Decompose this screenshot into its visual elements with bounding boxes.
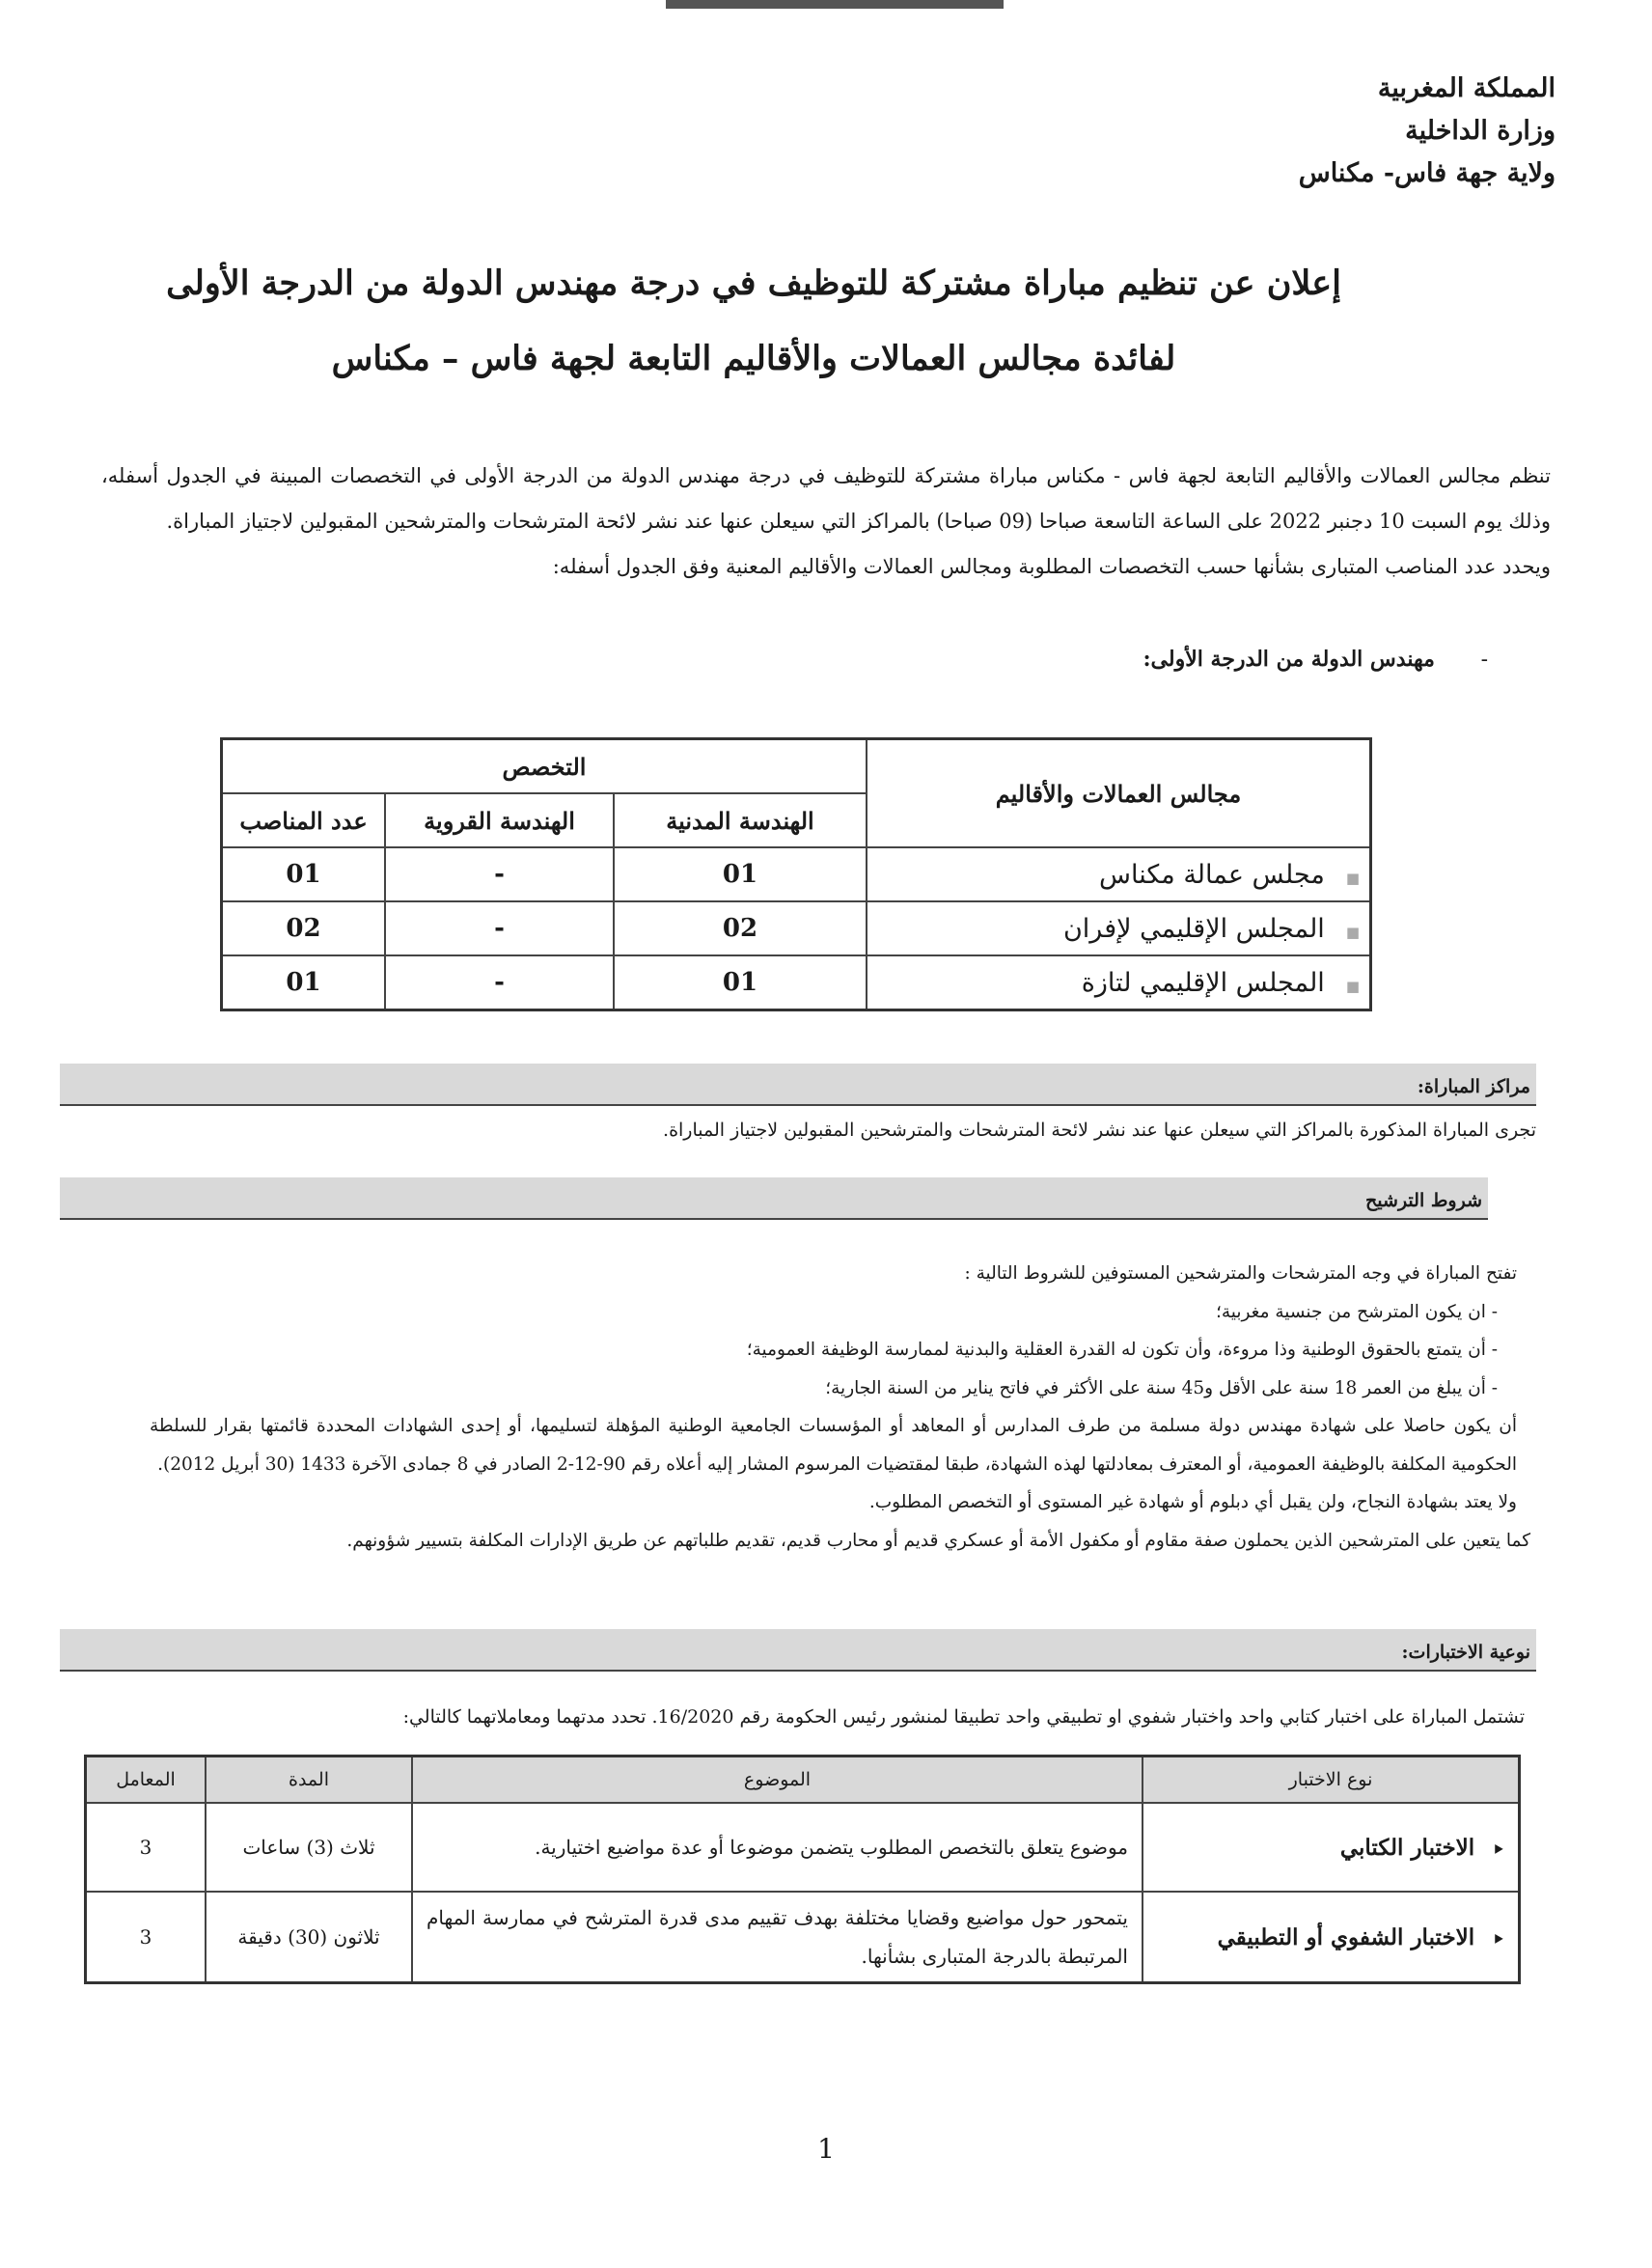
header-duration: المدة [206, 1756, 412, 1804]
kingdom-line: المملكة المغربية [1377, 73, 1556, 103]
wilaya-line: ولاية جهة فاس- مكناس [1298, 158, 1556, 188]
letterhead [1299, 68, 1556, 195]
page-number: 1 [817, 2133, 835, 2165]
announcement-title [145, 246, 1363, 397]
grade-label: مهندس الدولة من الدرجة الأولى: [1143, 647, 1435, 672]
ministry-line: وزارة الداخلية [1405, 116, 1556, 146]
header-council: مجالس العمالات والأقاليم [867, 739, 1371, 848]
header-posts: عدد المناصب [222, 793, 386, 847]
table-row [222, 955, 1371, 1010]
table-header-row [86, 1756, 1520, 1804]
posts-cell: 01 [222, 955, 386, 1010]
square-bullet-icon: ■ [1345, 923, 1360, 941]
conditions-intro: تفتح المباراة في وجه المترشحات والمترشحين المستوفين للشروط التالية : [964, 1263, 1517, 1284]
exam-coef-cell: 3 [86, 1803, 206, 1892]
intro-section [101, 454, 1551, 590]
condition-note: ولا يعتد بشهادة النجاح، ولن يقبل أي دبلوم أو شهادة غير المستوى أو التخصص المطلوب. [868, 1492, 1517, 1512]
square-bullet-icon: ■ [1345, 869, 1360, 887]
header-coefficient: المعامل [86, 1756, 206, 1804]
header-subject: الموضوع [412, 1756, 1143, 1804]
header-rural: الهندسة القروية [385, 793, 614, 847]
council-cell: ■المجلس الإقليمي لإفران [867, 901, 1371, 955]
arrow-marker-icon: ⯈ [1492, 1929, 1504, 1949]
condition-item: - أن يبلغ من العمر 18 سنة على الأقل و45 سنة على الأكثر في فاتح يناير من السنة الجارية؛ [825, 1377, 1498, 1398]
conditions-section [150, 1255, 1530, 1560]
council-cell: ■مجلس عمالة مكناس [867, 847, 1371, 901]
centers-heading: مراكز المباراة: [60, 1064, 1536, 1106]
table-row [86, 1803, 1520, 1892]
condition-item: - أن يتمتع بالحقوق الوطنية وذا مروءة، وأن تكون له القدرة العقلية والبدنية لممارسة الوظيفة العمومية؛ [746, 1340, 1498, 1360]
table-row [222, 847, 1371, 901]
title-line-1: إعلان عن تنظيم مباراة مشتركة للتوظيف في درجة مهندس الدولة من الدرجة الأولى [166, 263, 1341, 303]
exams-heading: نوعية الاختبارات: [60, 1629, 1536, 1672]
rural-cell: - [385, 847, 614, 901]
table-header-row [222, 739, 1371, 794]
square-bullet-icon: ■ [1345, 977, 1360, 995]
conditions-heading: شروط الترشيح [60, 1177, 1488, 1220]
rural-cell: - [385, 901, 614, 955]
centers-text: تجرى المباراة المذكورة بالمراكز التي سيعلن عنها عند نشر لائحة المترشحات والمترشحين المقبولين لاجتياز المباراة. [663, 1120, 1536, 1141]
dash-marker: - [1480, 648, 1488, 672]
arrow-marker-icon: ⯈ [1492, 1839, 1504, 1859]
intro-paragraph: تنظم مجالس العمالات والأقاليم التابعة لجهة فاس - مكناس مباراة مشتركة للتوظيف في درجة مهندس الدولة من الدرجة الأولى في التخصصات المبينة في الجدول أسفله، وذلك يوم السبت 10 دجنبر 2022 على الساعة التاسعة صباحا (09 صباحا) بالمراكز التي سيعلن عنها عند نشر لائحة المترشحات والمترشحين المقبولين لاجتياز المباراة. [101, 464, 1551, 533]
exam-type-cell: ⯈الاختبار الشفوي أو التطبيقي [1143, 1892, 1520, 1983]
civil-cell: 02 [614, 901, 867, 955]
exam-duration-cell: ثلاث (3) ساعات [206, 1803, 412, 1892]
header-exam-type: نوع الاختبار [1143, 1756, 1520, 1804]
header-specialty: التخصص [222, 739, 867, 794]
exam-subject-cell: يتمحور حول مواضيع وقضايا مختلفة بهدف تقييم مدى قدرة المترشح في ممارسة المهام المرتبطة بالدرجة المتبارى بشأنها. [412, 1892, 1143, 1983]
posts-paragraph: ويحدد عدد المناصب المتبارى بشأنها حسب التخصصات المطلوبة ومجالس العمالات والأقاليم المعنية وفق الجدول أسفله: [552, 555, 1551, 578]
exam-type-cell: ⯈الاختبار الكتابي [1143, 1803, 1520, 1892]
title-line-2: لفائدة مجالس العمالات والأقاليم التابعة لجهة فاس – مكناس [331, 339, 1176, 378]
diploma-condition: أن يكون حاصلا على شهادة مهندس دولة مسلمة من طرف المدارس أو المعاهد أو المؤسسات الجامعية الوطنية المؤهلة لتسليمها، أو إحدى الشهادات المحددة قائمتها بقرار للسلطة الحكومية المكلفة بالوظيفة العمومية، أو المعترف بمعادلتها لهذه الشهادة، طبقا لمقتضيات المرسوم المشار إليه أعلاه رقم 90-12-2 الصادر في 8 جمادى الآخرة 1433 (30 أبريل 2012). [150, 1416, 1517, 1475]
grade-item [1143, 647, 1488, 672]
posts-cell: 01 [222, 847, 386, 901]
top-scan-bar [666, 0, 1004, 9]
rural-cell: - [385, 955, 614, 1010]
condition-note: كما يتعين على المترشحين الذين يحملون صفة مقاوم أو مكفول الأمة أو عسكري قديم أو محارب قديم، تقديم طلباتهم عن طريق الإدارات المكلفة بتسيير شؤونهم. [346, 1530, 1530, 1551]
exams-intro: تشتمل المباراة على اختبار كتابي واحد واختبار شفوي او تطبيقي واحد تطبيقا لمنشور رئيس الحكومة رقم 16/2020. تحدد مدتهما ومعاملاتهما كالتالي: [402, 1706, 1525, 1728]
table-row [222, 901, 1371, 955]
posts-cell: 02 [222, 901, 386, 955]
civil-cell: 01 [614, 847, 867, 901]
exam-coef-cell: 3 [86, 1892, 206, 1983]
table-row [86, 1892, 1520, 1983]
posts-table [220, 737, 1372, 1011]
exams-table [84, 1755, 1521, 1984]
condition-item: - ان يكون المترشح من جنسية مغربية؛ [1215, 1301, 1498, 1322]
header-civil: الهندسة المدنية [614, 793, 867, 847]
civil-cell: 01 [614, 955, 867, 1010]
exam-duration-cell: ثلاثون (30) دقيقة [206, 1892, 412, 1983]
council-cell: ■المجلس الإقليمي لتازة [867, 955, 1371, 1010]
exam-subject-cell: موضوع يتعلق بالتخصص المطلوب يتضمن موضوعا أو عدة مواضيع اختيارية. [412, 1803, 1143, 1892]
